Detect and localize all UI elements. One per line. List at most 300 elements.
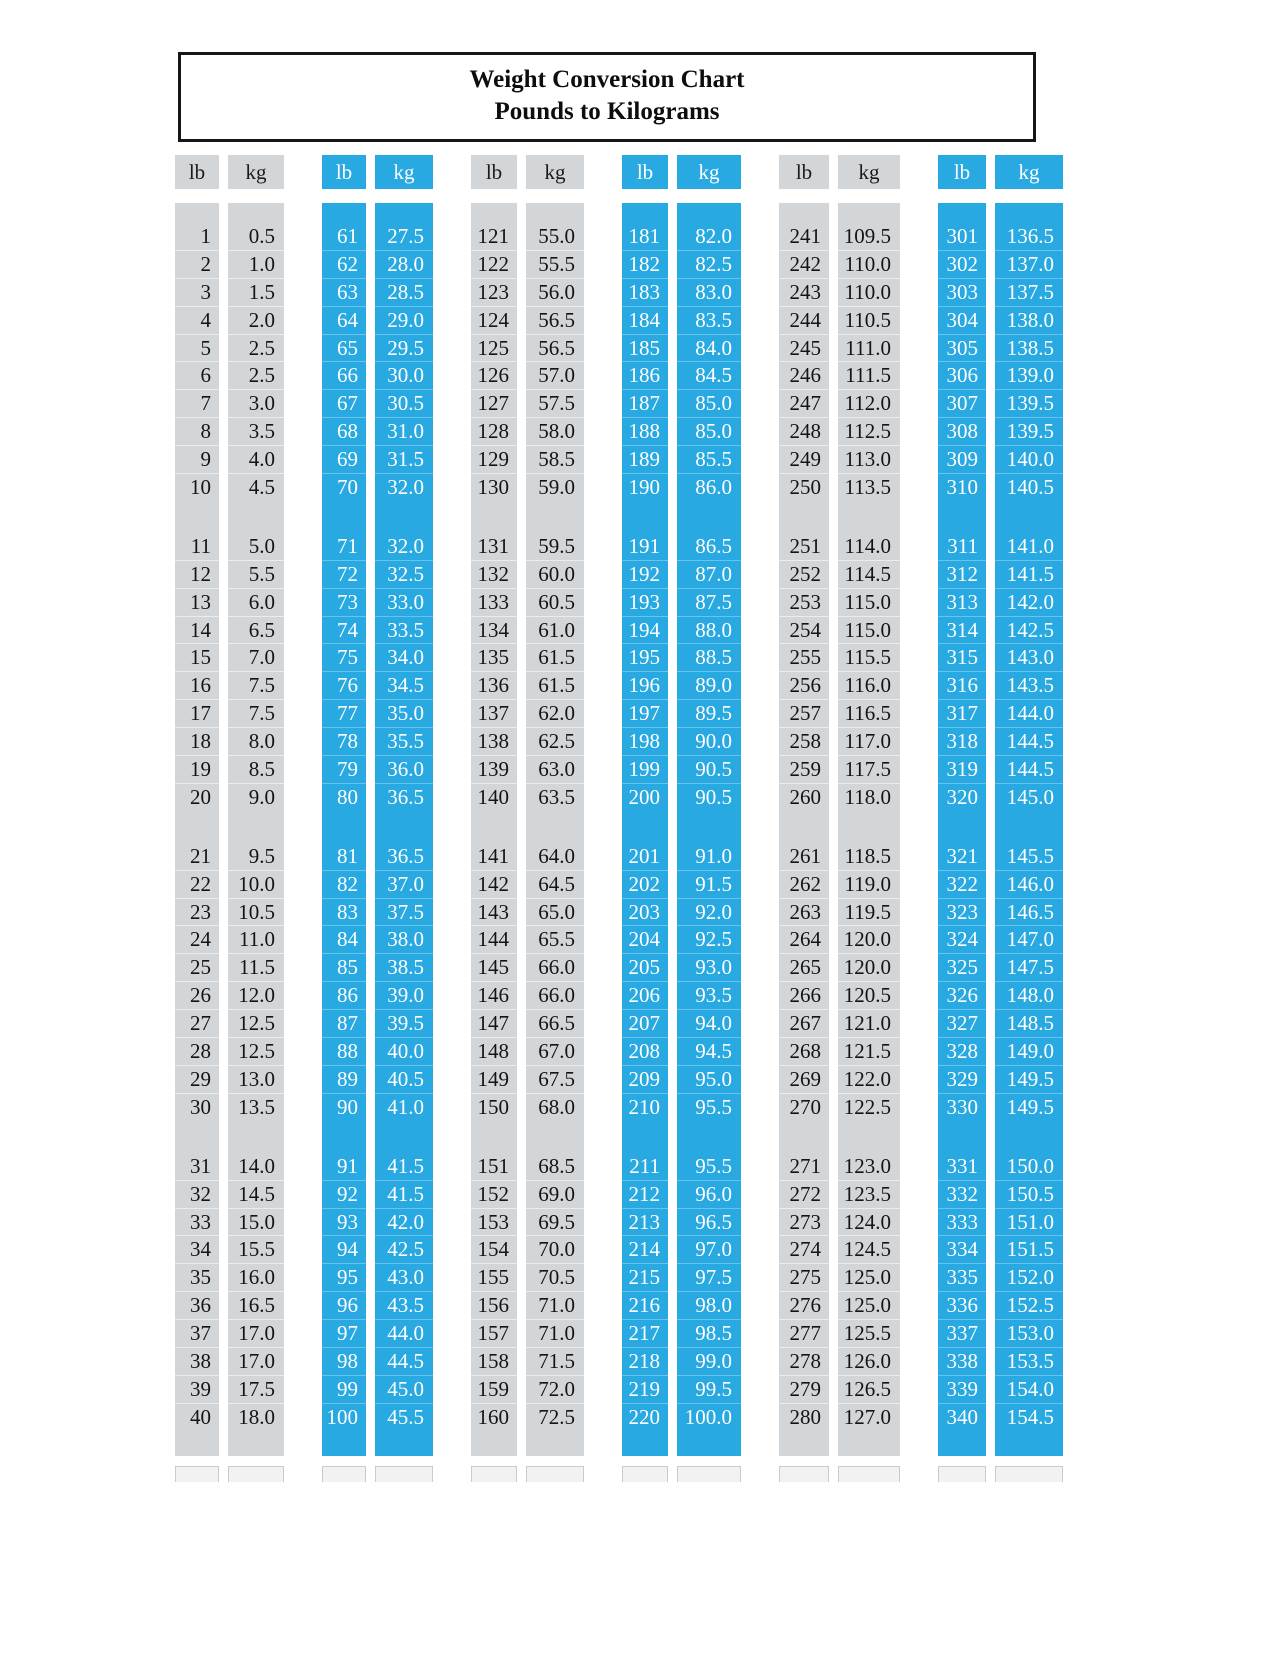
lb-cell: 185 bbox=[622, 335, 668, 363]
row-group bbox=[375, 1153, 433, 1432]
lb-cell: 94 bbox=[322, 1236, 366, 1264]
next-box-sliver bbox=[526, 1466, 584, 1482]
kg-cell: 5.5 bbox=[228, 561, 284, 589]
next-box-sliver bbox=[175, 1466, 219, 1482]
kg-cell: 126.0 bbox=[838, 1348, 900, 1376]
kg-column bbox=[677, 203, 741, 1456]
lb-cell: 160 bbox=[477, 1404, 509, 1429]
kg-cell: 116.5 bbox=[838, 700, 900, 728]
kg-cell: 68.0 bbox=[538, 1094, 575, 1119]
lb-cell: 19 bbox=[175, 756, 219, 784]
lb-cell: 67 bbox=[322, 390, 366, 418]
kg-cell: 60.5 bbox=[526, 589, 584, 617]
lb-cell: 247 bbox=[779, 390, 829, 418]
row-group bbox=[995, 843, 1063, 1122]
lb-cell: 77 bbox=[322, 700, 366, 728]
kg-cell: 62.5 bbox=[526, 728, 584, 756]
lb-cell: 73 bbox=[322, 589, 366, 617]
lb-cell: 142 bbox=[471, 871, 517, 899]
kg-cell: 94.0 bbox=[677, 1010, 741, 1038]
next-box-sliver bbox=[622, 1466, 668, 1482]
chart-content bbox=[175, 52, 1063, 1482]
kg-cell: 90.5 bbox=[695, 784, 732, 809]
lb-cell: 335 bbox=[938, 1264, 986, 1292]
kg-cell: 90.0 bbox=[677, 728, 741, 756]
kg-cell: 145.5 bbox=[995, 843, 1063, 871]
lb-cell: 318 bbox=[938, 728, 986, 756]
kg-cell: 3.5 bbox=[228, 418, 284, 446]
lb-cell: 320 bbox=[946, 784, 978, 809]
lb-cell: 138 bbox=[471, 728, 517, 756]
lb-cell: 199 bbox=[622, 756, 668, 784]
lb-cell: 338 bbox=[938, 1348, 986, 1376]
lb-strip bbox=[938, 155, 986, 1482]
row-group bbox=[175, 533, 219, 812]
lb-cell: 336 bbox=[938, 1292, 986, 1320]
kg-header-cell: kg bbox=[526, 155, 584, 189]
row-group bbox=[526, 843, 584, 1122]
kg-cell: 11.5 bbox=[228, 954, 284, 982]
lb-cell: 310 bbox=[946, 475, 978, 500]
kg-cell: 16.0 bbox=[228, 1264, 284, 1292]
lb-cell: 220 bbox=[628, 1404, 660, 1429]
kg-cell: 45.5 bbox=[387, 1404, 424, 1429]
lb-header-cell: lb bbox=[622, 155, 668, 189]
lb-column bbox=[938, 203, 986, 1456]
lb-strip bbox=[322, 155, 366, 1482]
lb-cell: 326 bbox=[938, 982, 986, 1010]
kg-cell: 10.5 bbox=[228, 899, 284, 927]
kg-cell: 83.5 bbox=[677, 307, 741, 335]
kg-strip bbox=[375, 155, 433, 1482]
row-group bbox=[375, 223, 433, 502]
kg-cell: 95.0 bbox=[677, 1066, 741, 1094]
lb-cell: 68 bbox=[322, 418, 366, 446]
kg-cell: 149.5 bbox=[1006, 1094, 1054, 1119]
kg-cell: 109.5 bbox=[838, 223, 900, 251]
kg-cell: 151.5 bbox=[995, 1236, 1063, 1264]
lb-strip bbox=[175, 155, 219, 1482]
lb-cell: 1 bbox=[175, 223, 219, 251]
lb-column bbox=[779, 203, 829, 1456]
lb-cell: 334 bbox=[938, 1236, 986, 1264]
kg-cell: 1.5 bbox=[228, 279, 284, 307]
lb-cell: 274 bbox=[779, 1236, 829, 1264]
kg-cell: 145.0 bbox=[1006, 784, 1054, 809]
lb-cell: 134 bbox=[471, 617, 517, 645]
lb-cell: 148 bbox=[471, 1038, 517, 1066]
lb-cell: 330 bbox=[946, 1094, 978, 1119]
kg-cell: 153.0 bbox=[995, 1320, 1063, 1348]
kg-cell: 98.0 bbox=[677, 1292, 741, 1320]
kg-cell: 113.0 bbox=[838, 446, 900, 474]
kg-cell: 2.5 bbox=[228, 362, 284, 390]
lb-cell: 36 bbox=[175, 1292, 219, 1320]
kg-cell: 42.0 bbox=[375, 1209, 433, 1237]
lb-cell: 137 bbox=[471, 700, 517, 728]
kg-cell: 5.0 bbox=[228, 533, 284, 561]
kg-cell: 59.5 bbox=[526, 533, 584, 561]
lb-cell: 218 bbox=[622, 1348, 668, 1376]
kg-cell: 146.0 bbox=[995, 871, 1063, 899]
kg-cell: 58.5 bbox=[526, 446, 584, 474]
kg-cell: 137.5 bbox=[995, 279, 1063, 307]
kg-cell: 112.0 bbox=[838, 390, 900, 418]
kg-cell: 14.5 bbox=[228, 1181, 284, 1209]
kg-cell: 111.0 bbox=[838, 335, 900, 363]
kg-cell: 98.5 bbox=[677, 1320, 741, 1348]
lb-cell: 270 bbox=[789, 1094, 821, 1119]
lb-cell: 153 bbox=[471, 1209, 517, 1237]
kg-cell: 150.5 bbox=[995, 1181, 1063, 1209]
lb-cell: 184 bbox=[622, 307, 668, 335]
kg-cell: 43.0 bbox=[375, 1264, 433, 1292]
kg-cell: 88.0 bbox=[677, 617, 741, 645]
lb-cell: 189 bbox=[622, 446, 668, 474]
kg-cell: 39.0 bbox=[375, 982, 433, 1010]
kg-cell: 110.0 bbox=[838, 279, 900, 307]
lb-cell: 129 bbox=[471, 446, 517, 474]
kg-cell: 29.5 bbox=[375, 335, 433, 363]
lb-cell: 16 bbox=[175, 672, 219, 700]
lb-cell: 145 bbox=[471, 954, 517, 982]
kg-cell: 41.5 bbox=[375, 1181, 433, 1209]
row-group bbox=[677, 843, 741, 1122]
kg-cell: 2.5 bbox=[228, 335, 284, 363]
kg-cell: 41.5 bbox=[375, 1153, 433, 1181]
kg-cell: 57.0 bbox=[526, 362, 584, 390]
next-box-sliver bbox=[938, 1466, 986, 1482]
kg-cell: 149.0 bbox=[995, 1038, 1063, 1066]
kg-cell: 124.0 bbox=[838, 1209, 900, 1237]
lb-cell: 195 bbox=[622, 644, 668, 672]
kg-cell: 30.5 bbox=[375, 390, 433, 418]
kg-cell: 63.5 bbox=[538, 784, 575, 809]
lb-cell: 17 bbox=[175, 700, 219, 728]
lb-cell: 159 bbox=[471, 1376, 517, 1404]
lb-cell: 14 bbox=[175, 617, 219, 645]
lb-cell: 125 bbox=[471, 335, 517, 363]
lb-cell: 81 bbox=[322, 843, 366, 871]
lb-cell: 277 bbox=[779, 1320, 829, 1348]
lb-cell: 34 bbox=[175, 1236, 219, 1264]
lb-cell: 324 bbox=[938, 926, 986, 954]
lb-cell: 11 bbox=[175, 533, 219, 561]
kg-cell: 94.5 bbox=[677, 1038, 741, 1066]
lb-cell: 263 bbox=[779, 899, 829, 927]
row-group bbox=[938, 533, 986, 812]
kg-header-cell: kg bbox=[677, 155, 741, 189]
kg-cell: 86.0 bbox=[695, 475, 732, 500]
kg-cell: 138.0 bbox=[995, 307, 1063, 335]
row-group bbox=[779, 843, 829, 1122]
kg-cell: 112.5 bbox=[838, 418, 900, 446]
kg-cell: 111.5 bbox=[838, 362, 900, 390]
lb-cell: 316 bbox=[938, 672, 986, 700]
lb-cell: 89 bbox=[322, 1066, 366, 1094]
lb-cell: 307 bbox=[938, 390, 986, 418]
lb-cell: 85 bbox=[322, 954, 366, 982]
lb-cell: 325 bbox=[938, 954, 986, 982]
lb-cell: 136 bbox=[471, 672, 517, 700]
kg-cell: 118.0 bbox=[844, 784, 891, 809]
kg-cell: 56.5 bbox=[526, 307, 584, 335]
lb-cell: 91 bbox=[322, 1153, 366, 1181]
lb-cell: 210 bbox=[628, 1094, 660, 1119]
lb-cell: 304 bbox=[938, 307, 986, 335]
kg-cell: 93.0 bbox=[677, 954, 741, 982]
row-group bbox=[526, 533, 584, 812]
kg-strip bbox=[995, 155, 1063, 1482]
row-group bbox=[526, 223, 584, 502]
kg-cell: 32.0 bbox=[375, 533, 433, 561]
lb-cell: 328 bbox=[938, 1038, 986, 1066]
lb-cell: 194 bbox=[622, 617, 668, 645]
kg-cell: 55.5 bbox=[526, 251, 584, 279]
kg-cell: 34.5 bbox=[375, 672, 433, 700]
lb-cell: 317 bbox=[938, 700, 986, 728]
column-pair bbox=[471, 155, 584, 1482]
lb-cell: 10 bbox=[190, 475, 211, 500]
row-group bbox=[779, 1153, 829, 1432]
kg-cell: 13.0 bbox=[228, 1066, 284, 1094]
row-group bbox=[677, 1153, 741, 1432]
lb-cell: 123 bbox=[471, 279, 517, 307]
kg-cell: 34.0 bbox=[375, 644, 433, 672]
lb-cell: 321 bbox=[938, 843, 986, 871]
row-group bbox=[622, 1153, 668, 1432]
kg-cell: 63.0 bbox=[526, 756, 584, 784]
kg-cell: 32.5 bbox=[375, 561, 433, 589]
lb-cell: 27 bbox=[175, 1010, 219, 1038]
lb-cell: 15 bbox=[175, 644, 219, 672]
lb-cell: 244 bbox=[779, 307, 829, 335]
kg-cell: 122.5 bbox=[843, 1094, 891, 1119]
lb-cell: 29 bbox=[175, 1066, 219, 1094]
kg-cell: 61.5 bbox=[526, 672, 584, 700]
kg-cell: 96.0 bbox=[677, 1181, 741, 1209]
kg-cell: 113.5 bbox=[844, 475, 891, 500]
lb-cell: 31 bbox=[175, 1153, 219, 1181]
kg-cell: 7.5 bbox=[228, 672, 284, 700]
lb-cell: 150 bbox=[477, 1094, 509, 1119]
lb-cell: 275 bbox=[779, 1264, 829, 1292]
column-pair bbox=[322, 155, 433, 1482]
kg-cell: 4.5 bbox=[248, 475, 275, 500]
lb-cell: 253 bbox=[779, 589, 829, 617]
lb-header-cell: lb bbox=[175, 155, 219, 189]
lb-column bbox=[622, 203, 668, 1456]
lb-cell: 18 bbox=[175, 728, 219, 756]
lb-cell: 24 bbox=[175, 926, 219, 954]
lb-cell: 264 bbox=[779, 926, 829, 954]
row-group bbox=[622, 843, 668, 1122]
lb-cell: 242 bbox=[779, 251, 829, 279]
row-group bbox=[322, 1153, 366, 1432]
lb-cell: 90 bbox=[337, 1094, 358, 1119]
kg-cell: 7.0 bbox=[228, 644, 284, 672]
kg-cell: 27.5 bbox=[375, 223, 433, 251]
kg-cell: 1.0 bbox=[228, 251, 284, 279]
row-group bbox=[677, 533, 741, 812]
kg-cell: 70.0 bbox=[526, 1236, 584, 1264]
lb-cell: 273 bbox=[779, 1209, 829, 1237]
lb-cell: 245 bbox=[779, 335, 829, 363]
kg-cell: 115.0 bbox=[838, 617, 900, 645]
kg-cell: 12.5 bbox=[228, 1010, 284, 1038]
kg-cell: 66.0 bbox=[526, 982, 584, 1010]
lb-cell: 141 bbox=[471, 843, 517, 871]
kg-cell: 13.5 bbox=[238, 1094, 275, 1119]
row-group bbox=[375, 533, 433, 812]
kg-cell: 35.5 bbox=[375, 728, 433, 756]
lb-cell: 130 bbox=[477, 475, 509, 500]
column-pair bbox=[622, 155, 741, 1482]
kg-header-cell: kg bbox=[375, 155, 433, 189]
kg-cell: 67.5 bbox=[526, 1066, 584, 1094]
lb-cell: 331 bbox=[938, 1153, 986, 1181]
lb-cell: 158 bbox=[471, 1348, 517, 1376]
next-box-sliver bbox=[322, 1466, 366, 1482]
lb-cell: 323 bbox=[938, 899, 986, 927]
row-group bbox=[322, 843, 366, 1122]
kg-cell: 72.5 bbox=[538, 1404, 575, 1429]
row-group bbox=[938, 843, 986, 1122]
lb-cell: 4 bbox=[175, 307, 219, 335]
lb-column bbox=[471, 203, 517, 1456]
lb-cell: 128 bbox=[471, 418, 517, 446]
kg-cell: 30.0 bbox=[375, 362, 433, 390]
kg-cell: 41.0 bbox=[387, 1094, 424, 1119]
lb-cell: 144 bbox=[471, 926, 517, 954]
lb-cell: 309 bbox=[938, 446, 986, 474]
kg-cell: 97.0 bbox=[677, 1236, 741, 1264]
kg-cell: 0.5 bbox=[228, 223, 284, 251]
kg-cell: 120.5 bbox=[838, 982, 900, 1010]
lb-cell: 131 bbox=[471, 533, 517, 561]
lb-cell: 214 bbox=[622, 1236, 668, 1264]
lb-cell: 303 bbox=[938, 279, 986, 307]
lb-cell: 248 bbox=[779, 418, 829, 446]
kg-cell: 28.5 bbox=[375, 279, 433, 307]
lb-cell: 322 bbox=[938, 871, 986, 899]
kg-cell: 84.5 bbox=[677, 362, 741, 390]
kg-cell: 69.5 bbox=[526, 1209, 584, 1237]
lb-cell: 95 bbox=[322, 1264, 366, 1292]
lb-cell: 154 bbox=[471, 1236, 517, 1264]
lb-cell: 259 bbox=[779, 756, 829, 784]
row-group bbox=[838, 533, 900, 812]
kg-cell: 9.5 bbox=[228, 843, 284, 871]
lb-cell: 84 bbox=[322, 926, 366, 954]
kg-cell: 85.5 bbox=[677, 446, 741, 474]
lb-cell: 93 bbox=[322, 1209, 366, 1237]
chart-title: Weight Conversion Chart bbox=[469, 66, 745, 93]
lb-cell: 98 bbox=[322, 1348, 366, 1376]
kg-cell: 71.0 bbox=[526, 1320, 584, 1348]
lb-cell: 72 bbox=[322, 561, 366, 589]
kg-cell: 151.0 bbox=[995, 1209, 1063, 1237]
kg-cell: 10.0 bbox=[228, 871, 284, 899]
kg-cell: 122.0 bbox=[838, 1066, 900, 1094]
kg-cell: 119.0 bbox=[838, 871, 900, 899]
lb-cell: 12 bbox=[175, 561, 219, 589]
lb-cell: 28 bbox=[175, 1038, 219, 1066]
kg-cell: 144.5 bbox=[995, 728, 1063, 756]
kg-cell: 90.5 bbox=[677, 756, 741, 784]
kg-cell: 44.0 bbox=[375, 1320, 433, 1348]
kg-cell: 82.5 bbox=[677, 251, 741, 279]
lb-cell: 198 bbox=[622, 728, 668, 756]
kg-cell: 142.5 bbox=[995, 617, 1063, 645]
row-group bbox=[995, 533, 1063, 812]
row-group bbox=[526, 1153, 584, 1432]
kg-cell: 99.5 bbox=[677, 1376, 741, 1404]
lb-cell: 219 bbox=[622, 1376, 668, 1404]
row-group bbox=[471, 223, 517, 502]
lb-cell: 63 bbox=[322, 279, 366, 307]
lb-cell: 190 bbox=[628, 475, 660, 500]
kg-cell: 138.5 bbox=[995, 335, 1063, 363]
kg-cell: 61.5 bbox=[526, 644, 584, 672]
kg-cell: 17.0 bbox=[228, 1320, 284, 1348]
lb-cell: 181 bbox=[622, 223, 668, 251]
lb-cell: 8 bbox=[175, 418, 219, 446]
kg-cell: 141.0 bbox=[995, 533, 1063, 561]
kg-cell: 3.0 bbox=[228, 390, 284, 418]
kg-cell: 7.5 bbox=[228, 700, 284, 728]
lb-cell: 5 bbox=[175, 335, 219, 363]
lb-cell: 271 bbox=[779, 1153, 829, 1181]
kg-cell: 91.0 bbox=[677, 843, 741, 871]
lb-cell: 196 bbox=[622, 672, 668, 700]
lb-cell: 7 bbox=[175, 390, 219, 418]
lb-cell: 124 bbox=[471, 307, 517, 335]
kg-cell: 143.5 bbox=[995, 672, 1063, 700]
row-group bbox=[228, 843, 284, 1122]
kg-cell: 86.5 bbox=[677, 533, 741, 561]
lb-cell: 262 bbox=[779, 871, 829, 899]
lb-cell: 337 bbox=[938, 1320, 986, 1348]
column-pair bbox=[175, 155, 284, 1482]
lb-cell: 147 bbox=[471, 1010, 517, 1038]
kg-cell: 96.5 bbox=[677, 1209, 741, 1237]
row-group bbox=[471, 1153, 517, 1432]
lb-cell: 217 bbox=[622, 1320, 668, 1348]
lb-cell: 188 bbox=[622, 418, 668, 446]
lb-cell: 314 bbox=[938, 617, 986, 645]
kg-cell: 4.0 bbox=[228, 446, 284, 474]
lb-cell: 155 bbox=[471, 1264, 517, 1292]
lb-cell: 265 bbox=[779, 954, 829, 982]
row-group bbox=[228, 533, 284, 812]
lb-cell: 308 bbox=[938, 418, 986, 446]
kg-cell: 149.5 bbox=[995, 1066, 1063, 1094]
kg-cell: 64.0 bbox=[526, 843, 584, 871]
kg-cell: 147.5 bbox=[995, 954, 1063, 982]
kg-cell: 87.0 bbox=[677, 561, 741, 589]
row-group bbox=[322, 533, 366, 812]
row-group bbox=[995, 1153, 1063, 1432]
kg-cell: 139.5 bbox=[995, 418, 1063, 446]
kg-cell: 150.0 bbox=[995, 1153, 1063, 1181]
kg-cell: 152.0 bbox=[995, 1264, 1063, 1292]
lb-cell: 152 bbox=[471, 1181, 517, 1209]
kg-cell: 42.5 bbox=[375, 1236, 433, 1264]
lb-cell: 266 bbox=[779, 982, 829, 1010]
kg-cell: 35.0 bbox=[375, 700, 433, 728]
kg-cell: 17.0 bbox=[228, 1348, 284, 1376]
